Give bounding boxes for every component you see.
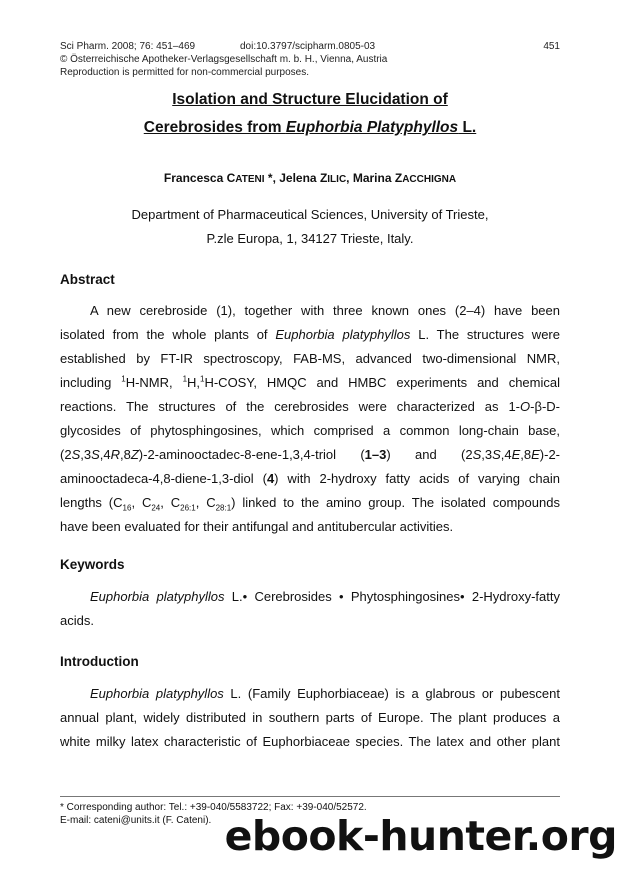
abstract-heading: Abstract [60,272,115,287]
footnote-email: E-mail: cateni@units.it (F. Cateni). [60,815,212,826]
copyright-line: © Österreichische Apotheker-Verlagsgesellschaft m. b. H., Vienna, Austria [60,54,388,65]
paper-title-line-1: Isolation and Structure Elucidation of [172,91,448,108]
affiliation-line-2: P.zle Europa, 1, 34127 Trieste, Italy. [206,231,414,246]
watermark-text: ebook-hunter.org [224,812,617,860]
introduction-body: Euphorbia platyphyllos L. (Family Euphorbiaceae) is a glabrous or pubescent annual plant, widely distributed in southern parts of Europe. The plant produces a white milky latex characteristic of Euphorbiaceae species. The latex and other plant [60,686,560,749]
introduction-heading: Introduction [60,654,139,669]
reproduction-line: Reproduction is permitted for non-commercial purposes. [60,67,309,78]
abstract-body: A new cerebroside (1), together with three known ones (2–4) have been isolated from the whole plants of Euphorbia platyphyllos L. The structures were established by FT-IR spectroscopy, FAB-MS, advanced two-dimensional NMR, including $^1$H-NMR, $^1$H,$^1$H-COSY, HMQC and HMBC experiments and chemical reactions. The structures of the cerebrosides were characterized as 1-O-β-D- glycosides of phytosphingosines, which comprised a common long-chain base, (2S,3S,4R,8Z)-2-aminooctadec-8-ene-1,3,4-triol (1–3) and (2S,3S,4E,8E)-2- aminooctadeca-4,8-diene-1,3-diol (4) with 2-hydroxy fatty acids of varying chain lengths ($C_{16}$, $C_{24}$, $C_{26:1}$, $C_{28:1}$) linked to the amino group. The isolated compounds have been evaluated for their antifungal and antitubercular activities. [60,303,560,534]
footnote-divider [60,796,560,797]
doi: doi:10.3797/scipharm.0805-03 [240,41,376,52]
author-list: Francesca CATENI *, Jelena ZILIC, Marina ZACCHIGNA [163,171,457,185]
keywords-heading: Keywords [60,557,125,572]
paper-title-line-2: Cerebrosides from Euphorbia Platyphyllos L. [143,119,477,136]
footnote-corresponding-author: * Corresponding author: Tel.: +39-040/5583722; Fax: +39-040/52572. [60,802,367,813]
keywords-body: Euphorbia platyphyllos L.• Cerebrosides • Phytosphingosines• 2-Hydroxy-fatty acids. [60,589,560,628]
affiliation-line-1: Department of Pharmaceutical Sciences, University of Trieste, [131,207,489,222]
page-number: 451 [543,41,560,52]
journal-citation: Sci Pharm. 2008; 76: 451–469 [60,41,196,52]
